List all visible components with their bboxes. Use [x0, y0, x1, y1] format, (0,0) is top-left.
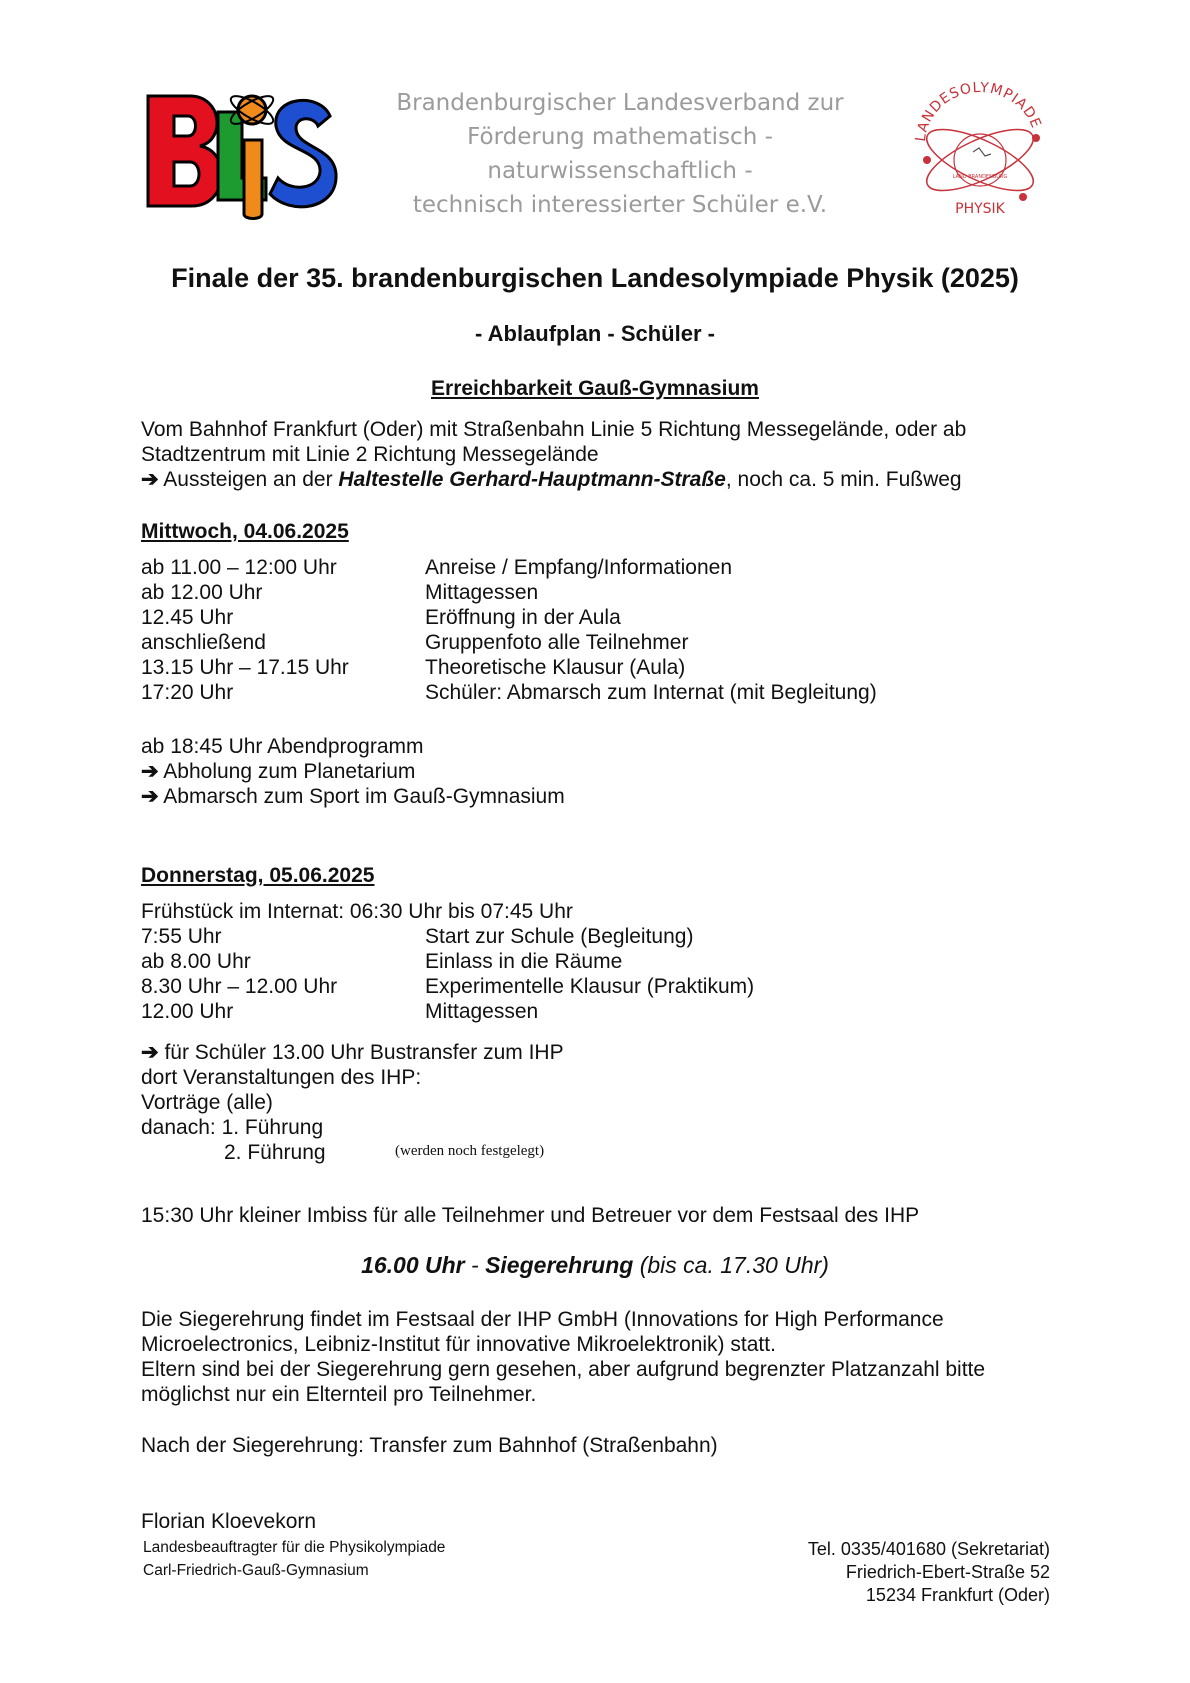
schedule-time: 12.45 Uhr: [141, 606, 234, 629]
schedule-time: ab 8.00 Uhr: [141, 950, 251, 973]
info-line-1: Die Siegerehrung findet im Festsaal der IHP GmbH (Innovations for High Performance: [141, 1308, 944, 1331]
day2-heading: Donnerstag, 05.06.2025: [141, 864, 375, 887]
reach-line-2: Stadtzentrum mit Linie 2 Richtung Messegelände: [141, 443, 599, 466]
ihp-talks: Vorträge (alle): [141, 1091, 273, 1114]
schedule-time: 17:20 Uhr: [141, 681, 234, 704]
schedule-row: [0, 925, 1190, 950]
blis-logo: [140, 82, 340, 222]
ihp-events: dort Veranstaltungen des IHP:: [141, 1066, 422, 1089]
page-subtitle: - Ablaufplan - Schüler -: [475, 321, 715, 346]
schedule-time: ab 11.00 – 12:00 Uhr: [141, 556, 337, 579]
page-title: Finale der 35. brandenburgischen Landesolympiade Physik (2025): [171, 263, 1019, 293]
reach-line-3-pre: Aussteigen an der: [158, 468, 339, 491]
org-line-2: Förderung mathematisch -: [467, 124, 773, 150]
logo-arc-text: LANDESOLYMPIADE: [912, 82, 1045, 143]
schedule-time: 12.00 Uhr: [141, 1000, 234, 1023]
schedule-event: Anreise / Empfang/Informationen: [425, 556, 733, 579]
evening-program: [141, 734, 565, 809]
schedule-event: Mittagessen: [425, 1000, 539, 1023]
signatory-role: Landesbeauftragter für die Physikolympiade: [143, 1539, 446, 1556]
arrow-icon: ➔: [141, 785, 159, 808]
landesolympiade-logo-graphic: [905, 82, 1055, 230]
snack-info: 15:30 Uhr kleiner Imbiss für alle Teilnehmer und Betreuer vor dem Festsaal des IHP: [141, 1204, 920, 1227]
signatory-school: Carl-Friedrich-Gauß-Gymnasium: [143, 1562, 369, 1579]
contact-block: [808, 1538, 1050, 1607]
ihp-tour-1: danach: 1. Führung: [141, 1116, 324, 1139]
reach-heading-text: Erreichbarkeit Gauß-Gymnasium: [431, 377, 759, 400]
schedule-event: Schüler: Abmarsch zum Internat (mit Begleitung): [425, 681, 877, 704]
arrow-icon: ➔: [141, 468, 159, 491]
org-line-1: Brandenburgischer Landesverband zur: [396, 90, 844, 116]
organization-name: [330, 86, 910, 222]
schedule-row: [0, 975, 1190, 1000]
after-ceremony: Nach der Siegerehrung: Transfer zum Bahnhof (Straßenbahn): [141, 1434, 718, 1457]
contact-tel: Tel. 0335/401680 (Sekretariat): [807, 1539, 1050, 1559]
award-sep: -: [464, 1252, 486, 1278]
evening-item-text: Abmarsch zum Sport im Gauß-Gymnasium: [158, 785, 565, 808]
schedule-time: 13.15 Uhr – 17.15 Uhr: [141, 656, 349, 679]
schedule-event: Experimentelle Klausur (Praktikum): [425, 975, 755, 998]
schedule-row: [0, 606, 1190, 631]
contact-city: 15234 Frankfurt (Oder): [865, 1585, 1050, 1605]
reach-line-3: [141, 467, 966, 492]
day1-heading: Mittwoch, 04.06.2025: [141, 520, 349, 543]
schedule-row: [0, 656, 1190, 681]
reach-line-1: Vom Bahnhof Frankfurt (Oder) mit Straßenbahn Linie 5 Richtung Messegelände, oder ab: [141, 418, 967, 441]
org-line-4: technisch interessierter Schüler e.V.: [412, 192, 828, 218]
stop-name: Haltestelle Gerhard-Hauptmann-Straße: [338, 468, 726, 491]
tour-note: (werden noch festgelegt): [395, 1143, 545, 1159]
info-line-3: Eltern sind bei der Siegerehrung gern gesehen, aber aufgrund begrenzter Platzanzahl bitte: [141, 1358, 986, 1381]
arrow-icon: ➔: [141, 760, 159, 783]
schedule-event: Gruppenfoto alle Teilnehmer: [425, 631, 689, 654]
schedule-event: Mittagessen: [425, 581, 539, 604]
ihp-tour-2: 2. Führung: [224, 1141, 326, 1164]
schedule-time: 8.30 Uhr – 12.00 Uhr: [141, 975, 338, 998]
schedule-event: Eröffnung in der Aula: [425, 606, 621, 629]
info-line-2: Microelectronics, Leibniz-Institut für innovative Mikroelektronik) statt.: [141, 1333, 776, 1356]
schedule-row: [0, 556, 1190, 581]
schedule-time: 7:55 Uhr: [141, 925, 222, 948]
reach-line-3-post: , noch ca. 5 min. Fußweg: [725, 468, 962, 491]
evening-item: [141, 784, 565, 809]
blis-logo-graphic: [140, 82, 340, 222]
arrow-icon: ➔: [141, 1041, 159, 1064]
evening-item: [141, 759, 565, 784]
day2-schedule: [0, 925, 1190, 1025]
ihp-transfer: [141, 1040, 564, 1065]
logo-center-text: LAND BRANDENBURG: [952, 174, 1008, 180]
schedule-time: anschließend: [141, 631, 266, 654]
award-info: [141, 1307, 985, 1407]
schedule-row: [0, 631, 1190, 656]
schedule-event: Theoretische Klausur (Aula): [425, 656, 686, 679]
award-title: Siegerehrung: [485, 1252, 634, 1278]
schedule-time: ab 12.00 Uhr: [141, 581, 263, 604]
reach-heading: [0, 377, 1190, 401]
award-duration: (bis ca. 17.30 Uhr): [633, 1252, 829, 1278]
schedule-event: Einlass in die Räume: [425, 950, 623, 973]
contact-street: Friedrich-Ebert-Straße 52: [845, 1562, 1050, 1582]
award-time: 16.00 Uhr: [361, 1252, 465, 1278]
signatory-name: Florian Kloevekorn: [141, 1510, 317, 1533]
org-line-3: naturwissenschaftlich -: [487, 158, 753, 184]
logo-physik-text: PHYSIK: [955, 201, 1005, 217]
schedule-row: [0, 681, 1190, 706]
evening-item-text: Abholung zum Planetarium: [158, 760, 416, 783]
reach-text: [141, 417, 966, 492]
ihp-transfer-text: für Schüler 13.00 Uhr Bustransfer zum IHP: [158, 1041, 564, 1064]
schedule-row: [0, 1000, 1190, 1025]
schedule-event: Start zur Schule (Begleitung): [425, 925, 694, 948]
award-ceremony: [0, 1252, 1190, 1279]
day1-schedule: [0, 556, 1190, 706]
evening-title: ab 18:45 Uhr Abendprogramm: [141, 735, 424, 758]
schedule-row: [0, 581, 1190, 606]
landesolympiade-logo: [905, 82, 1055, 230]
day2-breakfast: Frühstück im Internat: 06:30 Uhr bis 07:45 Uhr: [141, 900, 573, 923]
schedule-row: [0, 950, 1190, 975]
info-line-4: möglichst nur ein Elternteil pro Teilnehmer.: [141, 1383, 537, 1406]
